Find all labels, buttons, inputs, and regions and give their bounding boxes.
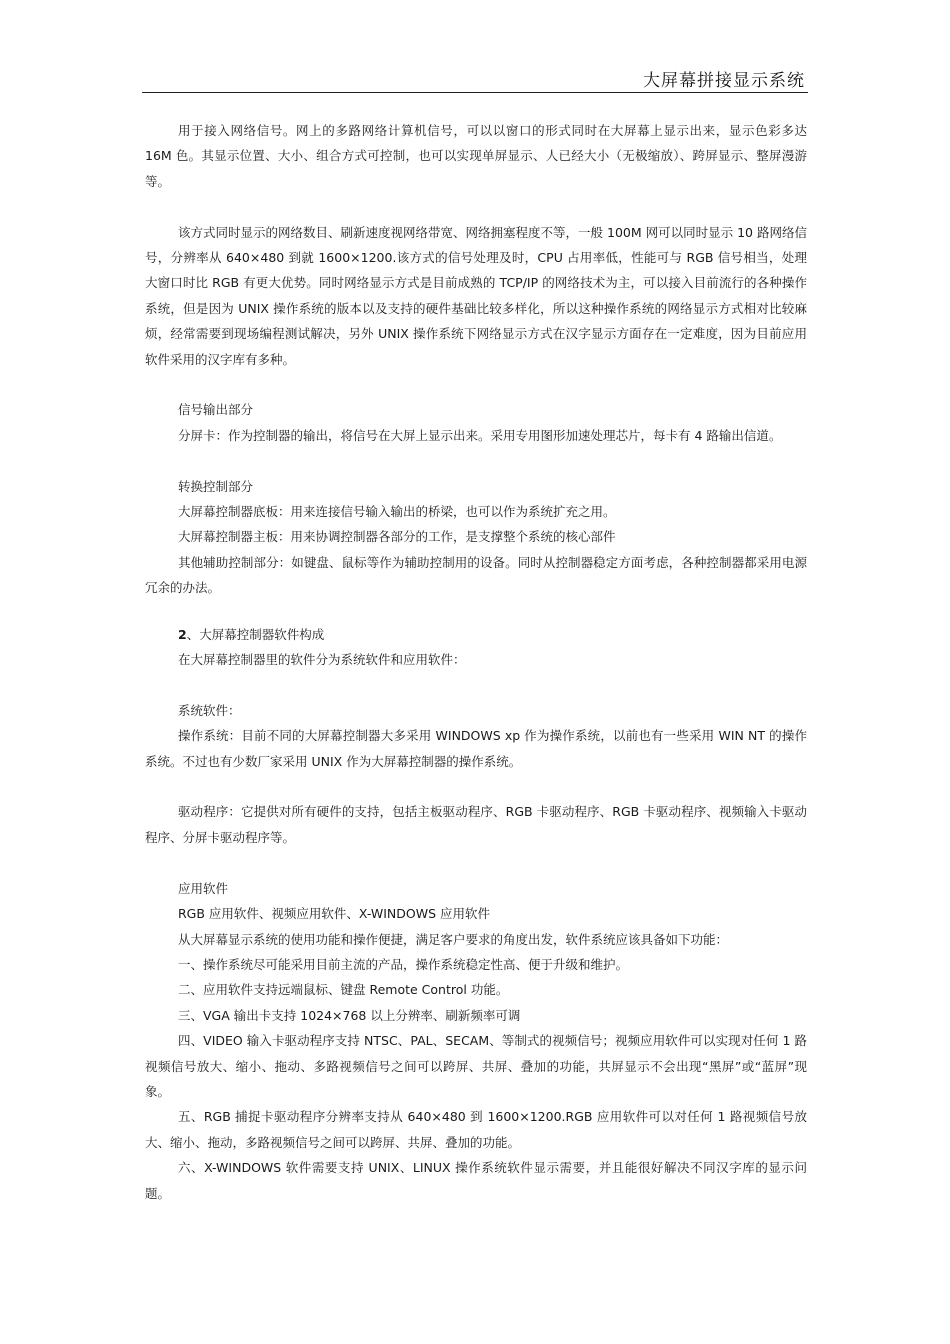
heading-signal-output: 信号输出部分 bbox=[178, 402, 254, 418]
heading-switch-control: 转换控制部分 bbox=[178, 478, 254, 494]
section-number: 2 bbox=[178, 626, 187, 642]
paragraph-network-signal: 用于接入网络信号。网上的多路网络计算机信号，可以以窗口的形式同时在大屏幕上显示出来，显示色彩多达 16M 色。其显示位置、大小、组合方式可控制，也可以实现单屏显示、人已经大小（无极缩放）、跨屏显示、整屏漫游等。 bbox=[145, 123, 807, 189]
list-item-5: 五、RGB 捕捉卡驱动程序分辨率支持从 640×480 到 1600×1200.RGB 应用软件可以对任何 1 路视频信号放大、缩小、拖动，多路视频信号之间可以跨屏、共屏、叠加的功能。 bbox=[145, 1109, 807, 1150]
paragraph-base-board: 大屏幕控制器底板：用来连接信号输入输出的桥梁，也可以作为系统扩充之用。 bbox=[178, 504, 616, 520]
header-divider bbox=[142, 92, 808, 93]
paragraph-drivers: 驱动程序：它提供对所有硬件的支持，包括主板驱动程序、RGB 卡驱动程序、RGB 卡驱动程序、视频输入卡驱动程序、分屏卡驱动程序等。 bbox=[145, 804, 807, 845]
paragraph-requirements-intro: 从大屏幕显示系统的使用功能和操作便捷，满足客户要求的角度出发，软件系统应该具备如下功能： bbox=[178, 931, 729, 947]
list-item-4: 四、VIDEO 输入卡驱动程序支持 NTSC、PAL、SECAM、等制式的视频信号；视频应用软件可以实现对任何 1 路视频信号放大、缩小、拖动、多路视频信号之间可以跨屏、共屏、叠加的功能，共屏显示不会出现“黑屏”或“蓝屏”现象。 bbox=[145, 1033, 807, 1099]
list-item-3: 三、VGA 输出卡支持 1024×768 以上分辨率、刷新频率可调 bbox=[178, 1007, 521, 1023]
paragraph-app-list: RGB 应用软件、视频应用软件、X-WINDOWS 应用软件 bbox=[178, 906, 490, 922]
document-body bbox=[145, 118, 807, 1206]
section-title: 、大屏幕控制器软件构成 bbox=[186, 626, 325, 642]
list-item-2: 二、应用软件支持远端鼠标、键盘 Remote Control 功能。 bbox=[178, 982, 509, 998]
heading-software-composition bbox=[145, 622, 807, 647]
page-header-title: 大屏幕拼接显示系统 bbox=[643, 71, 805, 91]
paragraph-split-card: 分屏卡：作为控制器的输出，将信号在大屏上显示出来。采用专用图形加速处理芯片，每卡有 4 路输出信道。 bbox=[178, 427, 782, 443]
paragraph-software-intro: 在大屏幕控制器里的软件分为系统软件和应用软件： bbox=[178, 652, 466, 668]
paragraph-network-display: 该方式同时显示的网络数目、刷新速度视网络带宽、网络拥塞程度不等，一般 100M 网可以同时显示 10 路网络信号，分辨率从 640×480 到就 1600×1200.该方式的信号处理及时，CPU 占用率低，性能可与 RGB 信号相当，处理大窗口时比 RGB 有更大优势。同时网络显示方式是目前成熟的 TCP/IP 的网络技术为主，可以接入目前流行的各种操作系统，但是因为 UNIX 操作系统的版本以及支持的硬件基础比较多样化，所以这种操作系统的网络显示方式相对比较麻烦，经常需要到现场编程测试解决，另外 UNIX 操作系统下网络显示方式在汉字显示方面存在一定难度，因为目前应用软件采用的汉字库有多种。 bbox=[145, 224, 807, 367]
list-item-1: 一、操作系统尽可能采用目前主流的产品，操作系统稳定性高、便于升级和维护。 bbox=[178, 956, 629, 972]
heading-system-software: 系统软件： bbox=[178, 702, 241, 718]
paragraph-operating-system: 操作系统：目前不同的大屏幕控制器大多采用 WINDOWS xp 作为操作系统，以前也有一些采用 WIN NT 的操作系统。不过也有少数厂家采用 UNIX 作为大屏幕控制器的操作系统。 bbox=[145, 728, 807, 769]
list-item-6: 六、X-WINDOWS 软件需要支持 UNIX、LINUX 操作系统软件显示需要，并且能很好解决不同汉字库的显示问题。 bbox=[145, 1160, 807, 1201]
heading-application-software: 应用软件 bbox=[178, 880, 229, 896]
paragraph-main-board: 大屏幕控制器主板：用来协调控制器各部分的工作，是支撑整个系统的核心部件 bbox=[178, 529, 616, 545]
paragraph-aux-control: 其他辅助控制部分：如键盘、鼠标等作为辅助控制用的设备。同时从控制器稳定方面考虑，各种控制器都采用电源冗余的办法。 bbox=[145, 554, 807, 596]
